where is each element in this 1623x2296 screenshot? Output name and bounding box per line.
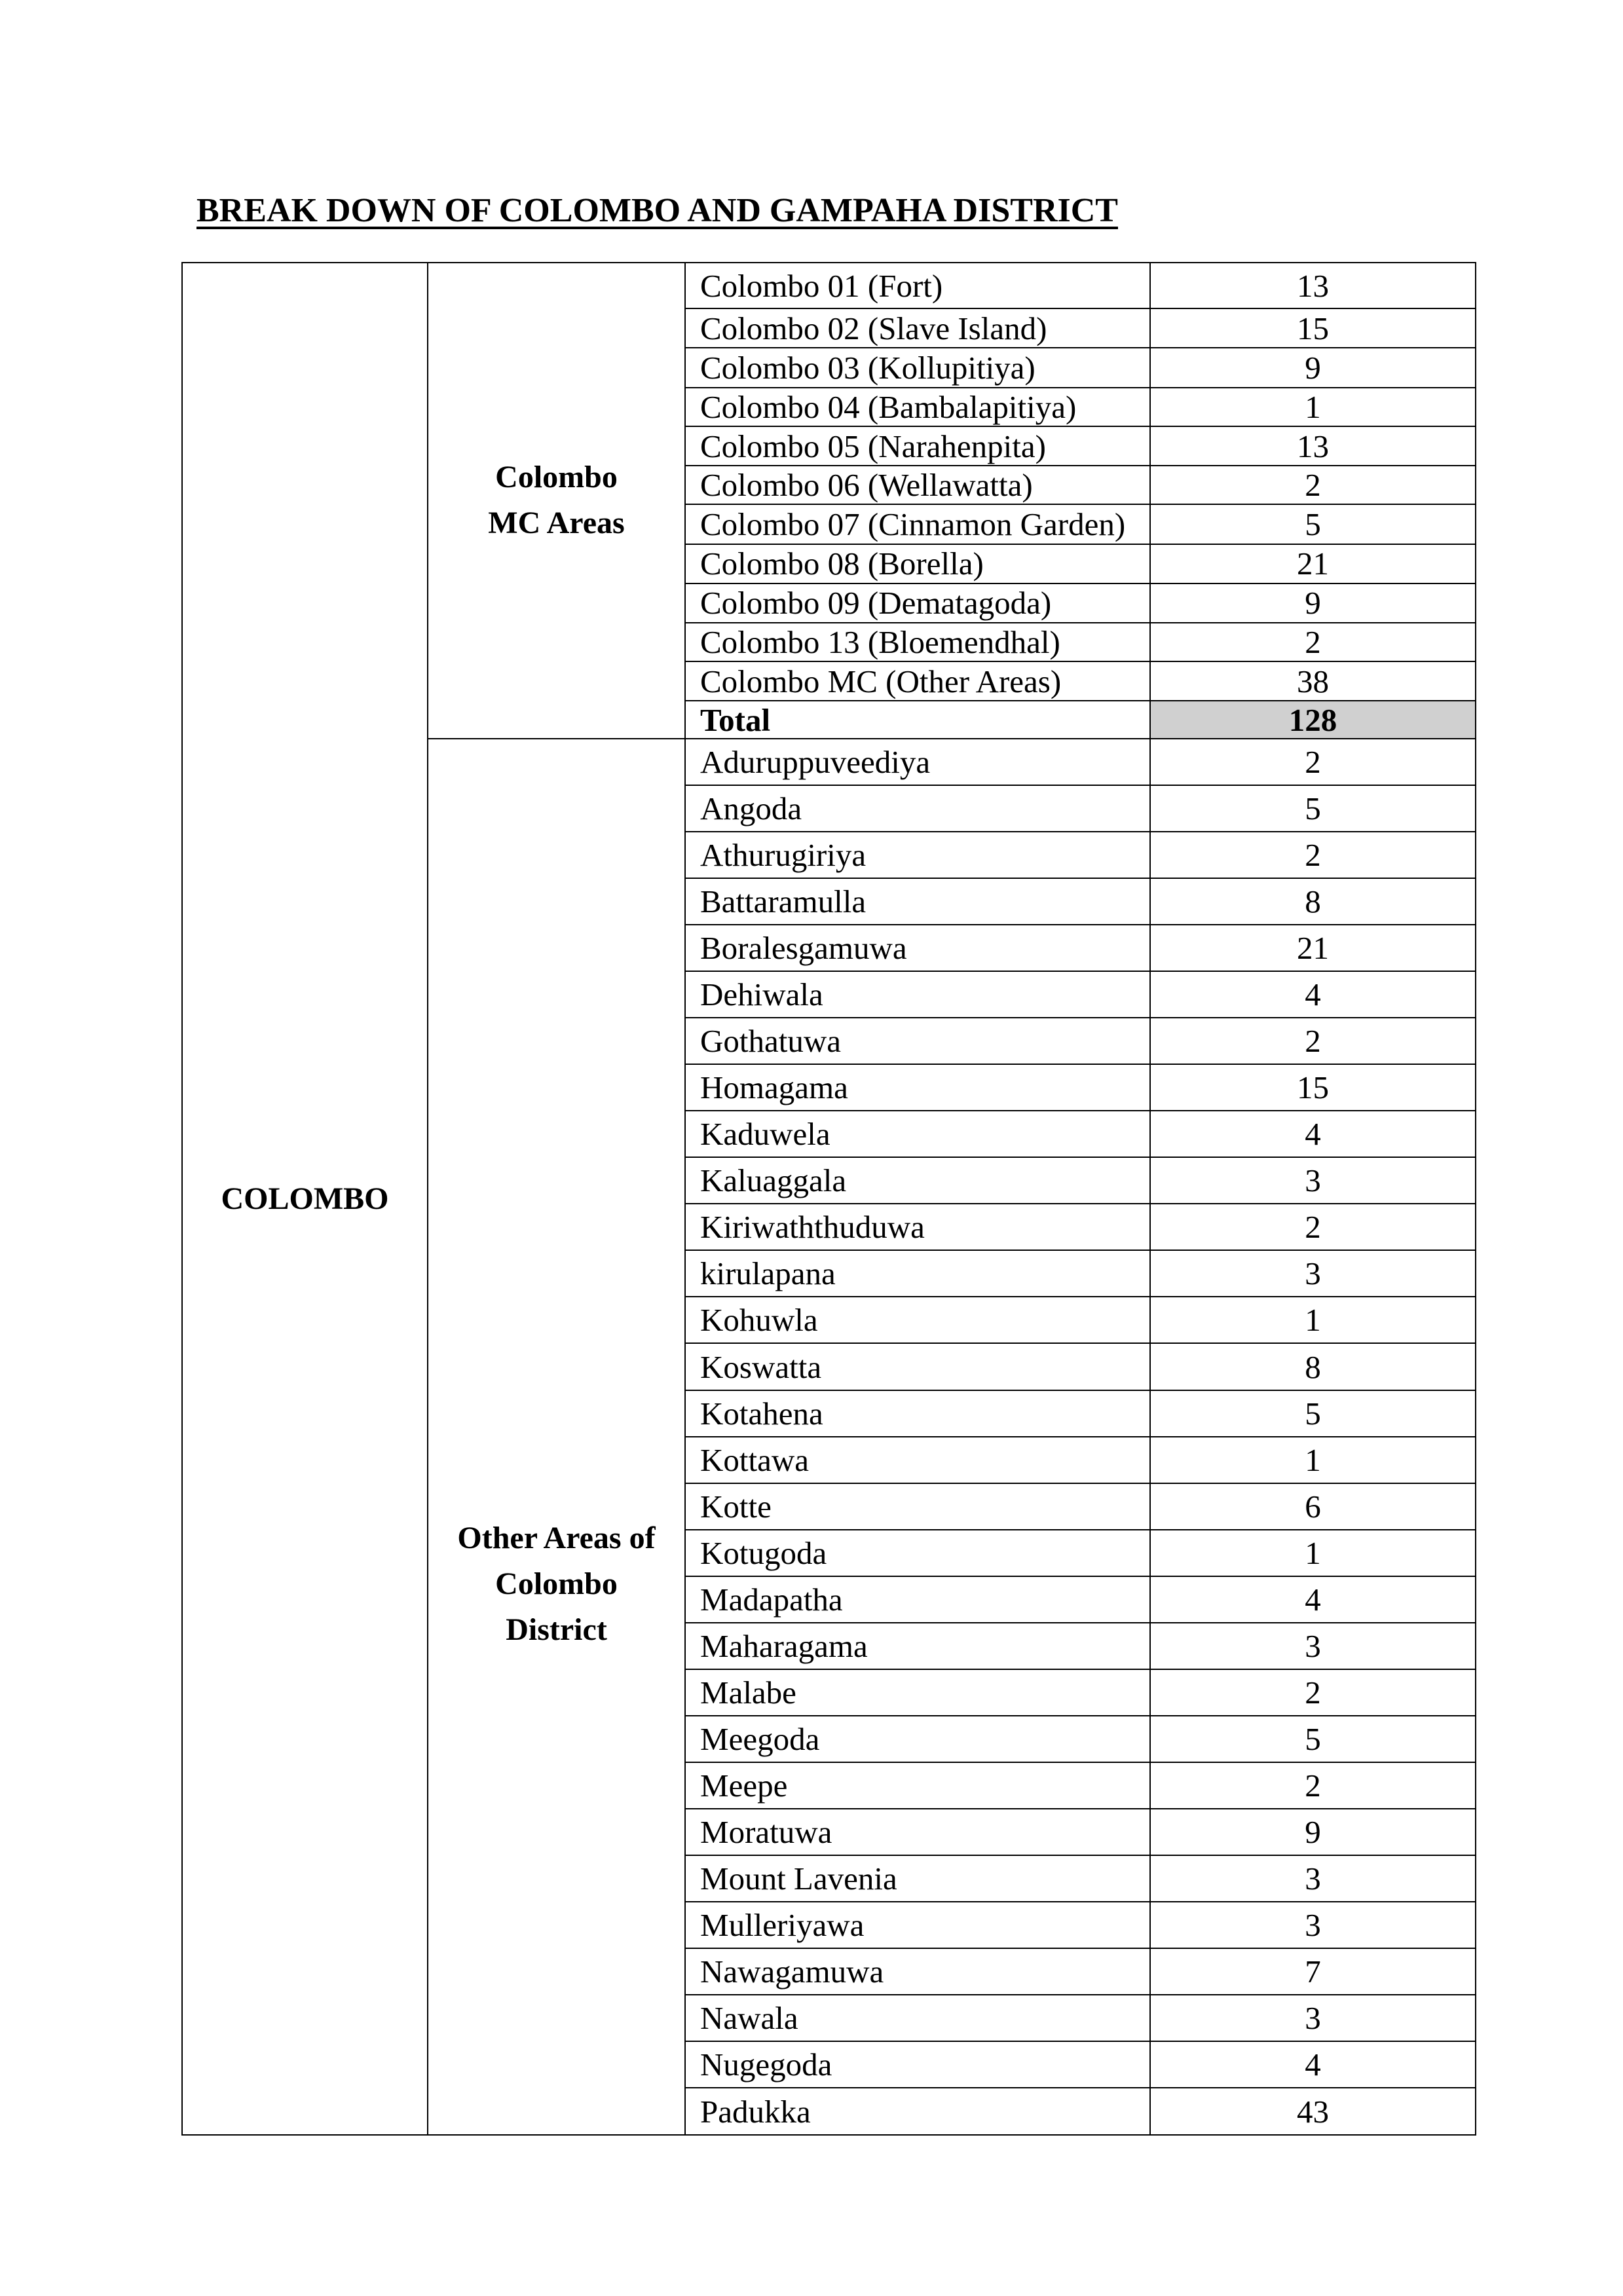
area-count-cell: 3 bbox=[1150, 1855, 1476, 1902]
area-name-cell: Colombo 09 (Dematagoda) bbox=[685, 583, 1150, 623]
area-count-cell: 1 bbox=[1150, 1297, 1476, 1343]
area-count-cell: 15 bbox=[1150, 1064, 1476, 1111]
area-count-cell: 3 bbox=[1150, 1902, 1476, 1948]
area-name-cell: Angoda bbox=[685, 785, 1150, 832]
area-count-cell: 7 bbox=[1150, 1948, 1476, 1995]
group-label-cell: Colombo MC Areas bbox=[428, 263, 685, 739]
area-count-cell: 3 bbox=[1150, 1250, 1476, 1297]
area-count-cell: 21 bbox=[1150, 544, 1476, 583]
area-count-cell: 3 bbox=[1150, 1995, 1476, 2041]
area-count-cell: 4 bbox=[1150, 1111, 1476, 1157]
area-count-cell: 8 bbox=[1150, 1343, 1476, 1390]
area-name-cell: Athurugiriya bbox=[685, 832, 1150, 878]
area-name-cell: Kiriwaththuduwa bbox=[685, 1204, 1150, 1250]
area-count-cell: 5 bbox=[1150, 1390, 1476, 1437]
area-count-cell: 2 bbox=[1150, 1669, 1476, 1716]
area-count-cell: 1 bbox=[1150, 1530, 1476, 1576]
area-name-cell: Colombo 13 (Bloemendhal) bbox=[685, 623, 1150, 661]
area-count-cell: 3 bbox=[1150, 1623, 1476, 1669]
area-name-cell: Colombo 02 (Slave Island) bbox=[685, 308, 1150, 348]
district-name-cell: COLOMBO bbox=[182, 263, 428, 2135]
area-name-cell: Mount Lavenia bbox=[685, 1855, 1150, 1902]
area-count-cell: 4 bbox=[1150, 1576, 1476, 1623]
area-count-cell: 5 bbox=[1150, 1716, 1476, 1762]
area-name-cell: kirulapana bbox=[685, 1250, 1150, 1297]
area-name-cell: Malabe bbox=[685, 1669, 1150, 1716]
area-name-cell: Padukka bbox=[685, 2088, 1150, 2135]
district-breakdown-table bbox=[181, 262, 1476, 2136]
area-count-cell: 4 bbox=[1150, 2041, 1476, 2088]
area-count-cell: 5 bbox=[1150, 504, 1476, 544]
table-row bbox=[182, 263, 1476, 308]
area-count-cell: 1 bbox=[1150, 388, 1476, 426]
area-name-cell: Kotugoda bbox=[685, 1530, 1150, 1576]
area-name-cell: Gothatuwa bbox=[685, 1018, 1150, 1064]
area-name-cell: Colombo 08 (Borella) bbox=[685, 544, 1150, 583]
area-count-cell: 3 bbox=[1150, 1157, 1476, 1204]
area-name-cell: Colombo 06 (Wellawatta) bbox=[685, 466, 1150, 504]
total-count-cell: 128 bbox=[1150, 701, 1476, 738]
area-count-cell: 4 bbox=[1150, 971, 1476, 1018]
area-name-cell: Colombo MC (Other Areas) bbox=[685, 661, 1150, 701]
area-name-cell: Aduruppuveediya bbox=[685, 739, 1150, 785]
area-count-cell: 2 bbox=[1150, 466, 1476, 504]
group-label-cell: Other Areas of Colombo District bbox=[428, 739, 685, 2135]
area-count-cell: 9 bbox=[1150, 1809, 1476, 1855]
area-name-cell: Homagama bbox=[685, 1064, 1150, 1111]
area-name-cell: Kotahena bbox=[685, 1390, 1150, 1437]
area-name-cell: Nugegoda bbox=[685, 2041, 1150, 2088]
area-name-cell: Dehiwala bbox=[685, 971, 1150, 1018]
area-name-cell: Moratuwa bbox=[685, 1809, 1150, 1855]
area-count-cell: 2 bbox=[1150, 739, 1476, 785]
area-count-cell: 21 bbox=[1150, 925, 1476, 971]
district-breakdown-body bbox=[182, 263, 1476, 2135]
area-name-cell: Colombo 07 (Cinnamon Garden) bbox=[685, 504, 1150, 544]
area-count-cell: 2 bbox=[1150, 832, 1476, 878]
area-name-cell: Battaramulla bbox=[685, 878, 1150, 925]
area-name-cell: Colombo 05 (Narahenpita) bbox=[685, 426, 1150, 466]
area-count-cell: 9 bbox=[1150, 348, 1476, 387]
area-count-cell: 6 bbox=[1150, 1483, 1476, 1530]
area-name-cell: Madapatha bbox=[685, 1576, 1150, 1623]
area-count-cell: 2 bbox=[1150, 623, 1476, 661]
area-count-cell: 13 bbox=[1150, 263, 1476, 308]
area-name-cell: Nawala bbox=[685, 1995, 1150, 2041]
area-count-cell: 2 bbox=[1150, 1018, 1476, 1064]
area-name-cell: Nawagamuwa bbox=[685, 1948, 1150, 1995]
area-count-cell: 43 bbox=[1150, 2088, 1476, 2135]
area-name-cell: Mulleriyawa bbox=[685, 1902, 1150, 1948]
area-name-cell: Meepe bbox=[685, 1762, 1150, 1809]
area-count-cell: 2 bbox=[1150, 1204, 1476, 1250]
area-name-cell: Kaluaggala bbox=[685, 1157, 1150, 1204]
area-name-cell: Kohuwla bbox=[685, 1297, 1150, 1343]
area-name-cell: Koswatta bbox=[685, 1343, 1150, 1390]
area-count-cell: 1 bbox=[1150, 1437, 1476, 1483]
area-name-cell: Kaduwela bbox=[685, 1111, 1150, 1157]
area-name-cell: Colombo 01 (Fort) bbox=[685, 263, 1150, 308]
area-count-cell: 38 bbox=[1150, 661, 1476, 701]
area-count-cell: 13 bbox=[1150, 426, 1476, 466]
area-name-cell: Colombo 04 (Bambalapitiya) bbox=[685, 388, 1150, 426]
area-name-cell: Boralesgamuwa bbox=[685, 925, 1150, 971]
area-count-cell: 8 bbox=[1150, 878, 1476, 925]
area-name-cell: Kottawa bbox=[685, 1437, 1150, 1483]
page-title: BREAK DOWN OF COLOMBO AND GAMPAHA DISTRICT bbox=[196, 192, 1118, 229]
area-count-cell: 2 bbox=[1150, 1762, 1476, 1809]
area-name-cell: Colombo 03 (Kollupitiya) bbox=[685, 348, 1150, 387]
area-count-cell: 15 bbox=[1150, 308, 1476, 348]
area-name-cell: Kotte bbox=[685, 1483, 1150, 1530]
area-count-cell: 9 bbox=[1150, 583, 1476, 623]
area-name-cell: Maharagama bbox=[685, 1623, 1150, 1669]
area-count-cell: 5 bbox=[1150, 785, 1476, 832]
total-label-cell: Total bbox=[685, 701, 1150, 738]
area-name-cell: Meegoda bbox=[685, 1716, 1150, 1762]
